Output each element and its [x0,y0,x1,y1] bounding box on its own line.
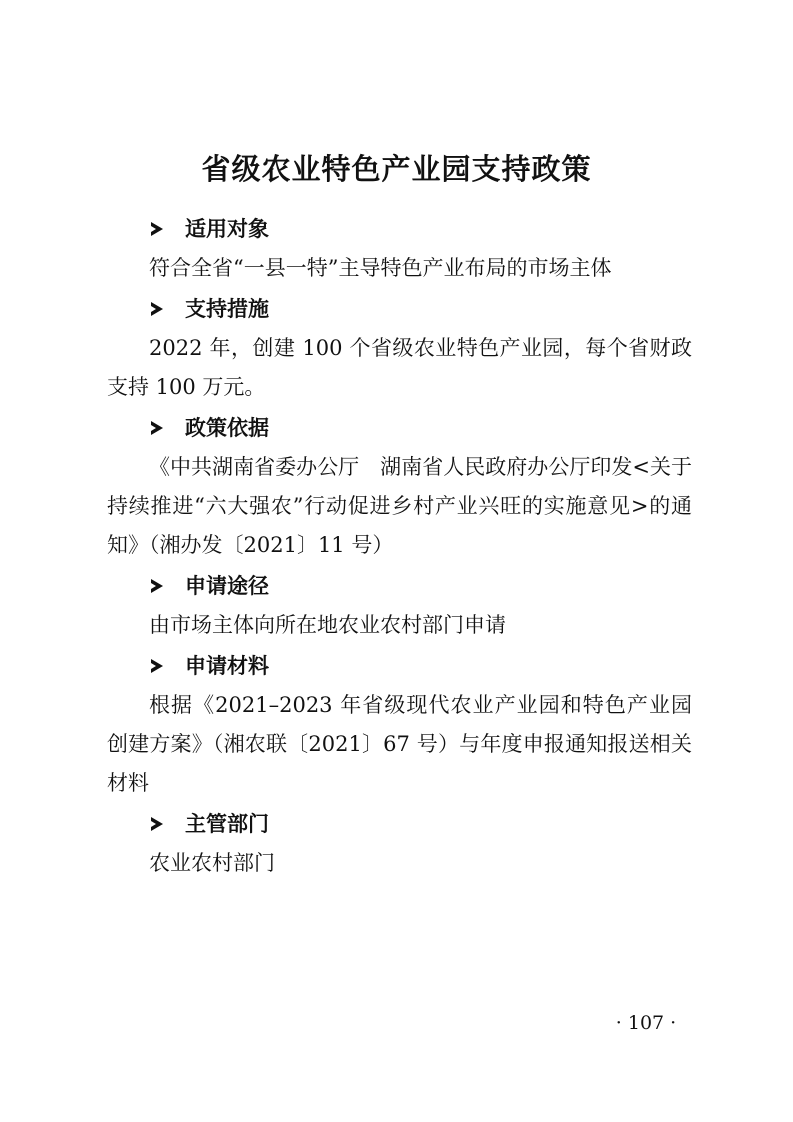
section-body: 2022 年，创建 100 个省级农业特色产业园，每个省财政支持 100 万元。 [107,336,692,399]
section-department [107,805,692,885]
arrow-bullet-icon [151,659,163,673]
section-heading-label: 申请途径 [185,574,269,598]
section-body: 根据《2021–2023 年省级现代农业产业园和特色产业园创建方案》（湘农联〔2021〕67 号）与年度申报通知报送相关材料 [107,693,692,795]
section-heading-label: 政策依据 [185,416,269,440]
section-heading [107,805,692,843]
section-body: 农业农村部门 [149,851,275,875]
arrow-bullet-icon [151,421,163,435]
page-title: 省级农业特色产业园支持政策 [201,152,592,187]
section-heading-label: 支持措施 [185,297,269,321]
arrow-bullet-icon [151,222,163,236]
section-materials [107,647,692,805]
arrow-bullet-icon [151,302,163,316]
section-heading [107,409,692,447]
arrow-bullet-icon [151,817,163,831]
section-heading-label: 申请材料 [185,654,269,678]
section-heading-label: 主管部门 [185,812,269,836]
section-heading [107,567,692,605]
section-heading [107,290,692,328]
section-heading [107,210,692,248]
section-heading [107,647,692,685]
section-body: 由市场主体向所在地农业农村部门申请 [149,613,506,637]
section-target [107,210,692,290]
section-heading-label: 适用对象 [185,217,269,241]
page-number: · 107 · [615,1012,677,1034]
section-basis [107,409,692,567]
section-body: 《中共湖南省委办公厅 湖南省人民政府办公厅印发<关于持续推进“六大强农”行动促进乡村产业兴旺的实施意见>的通知》（湘办发〔2021〕11 号） [107,455,692,557]
section-channel [107,567,692,647]
arrow-bullet-icon [151,579,163,593]
policy-content [107,210,692,885]
section-measures [107,290,692,409]
section-body: 符合全省“一县一特”主导特色产业布局的市场主体 [149,256,612,280]
